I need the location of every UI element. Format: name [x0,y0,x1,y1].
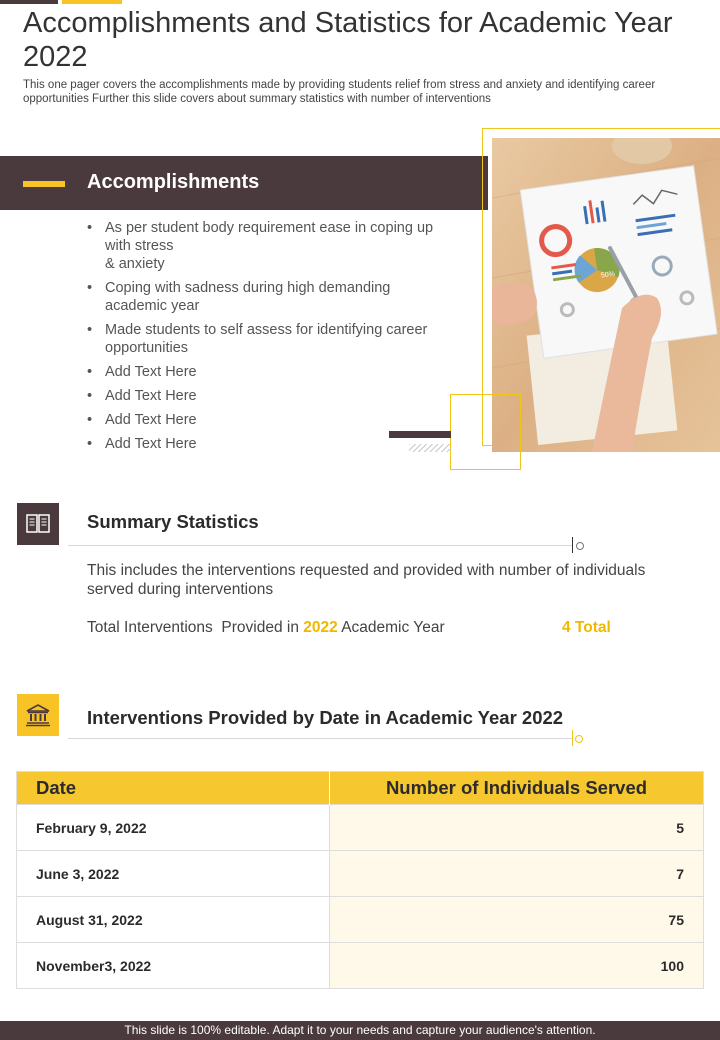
list-item: • Made students to self assess for identifying career opportunities [87,322,428,356]
count-cell: 75 [330,897,704,943]
institution-icon-box [17,694,59,736]
date-cell: August 31, 2022 [17,897,330,943]
table-header-row [17,772,704,805]
list-item-text: As per student body requirement ease in coping up with stress & anxiety [105,220,434,272]
list-item: • Add Text Here [87,388,197,404]
table-row [17,943,704,989]
report-photo [492,138,720,452]
decorative-frame [450,394,521,470]
list-item-text: Made students to self assess for identifying career opportunities [105,322,428,356]
date-cell: February 9, 2022 [17,805,330,851]
chart-percent-label: 50% [600,270,616,280]
divider-tick [572,730,573,746]
list-item: • Add Text Here [87,436,197,452]
list-item-text: Add Text Here [105,412,197,428]
list-item: • Coping with sadness during high demanding academic year [87,280,391,314]
accomplishments-header-band [0,156,488,210]
date-cell: June 3, 2022 [17,851,330,897]
list-item: • Add Text Here [87,364,197,380]
top-accent-yellow [62,0,122,4]
divider-circle [575,735,583,743]
total-interventions-line [87,619,445,637]
divider-tick [572,537,573,553]
page-title: Accomplishments and Statistics for Academic Year 2022 [23,7,673,73]
total-label-pre: Total Interventions Provided in [87,619,304,636]
divider [68,545,572,546]
list-item: • As per student body requirement ease in coping up with stress & anxiety [87,220,434,272]
footer-note: This slide is 100% editable. Adapt it to your needs and capture your audience's attention. [0,1021,720,1040]
institution-building-icon [25,703,51,727]
list-item-text: Add Text Here [105,364,197,380]
column-header-date: Date [17,772,330,805]
total-year: 2022 [303,619,338,636]
count-cell: 100 [330,943,704,989]
list-item-text: Coping with sadness during high demanding academic year [105,280,391,314]
list-item-text: Add Text Here [105,388,197,404]
divider-circle [576,542,584,550]
accomplishments-list [87,219,447,459]
total-label-post: Academic Year [337,619,445,636]
table-row [17,897,704,943]
interventions-table [16,771,704,989]
total-value: 4 Total [562,619,611,636]
open-book-icon [25,513,51,535]
interventions-title: Interventions Provided by Date in Academic Year 2022 [87,707,564,728]
date-cell: November3, 2022 [17,943,330,989]
summary-description: This includes the interventions requested and provided with number of individuals served during interventions [87,562,646,598]
count-cell: 7 [330,851,704,897]
decorative-bar [389,431,451,438]
book-icon-box [17,503,59,545]
table-row [17,851,704,897]
accomplishments-title: Accomplishments [87,171,260,193]
list-item: • Add Text Here [87,412,197,428]
accent-bar [23,181,65,187]
top-accent-dark [0,0,58,4]
list-item-text: Add Text Here [105,436,197,452]
page-subtitle: This one pager covers the accomplishments made by providing students relief from stress and anxiety and identifying career opportunities Further this slide covers about summary statistics with number of interventions [23,79,656,105]
table-row [17,805,704,851]
summary-statistics-title: Summary Statistics [87,511,259,532]
decorative-hatch [409,444,451,452]
divider [68,738,572,739]
count-cell: 5 [330,805,704,851]
column-header-count: Number of Individuals Served [330,772,704,805]
